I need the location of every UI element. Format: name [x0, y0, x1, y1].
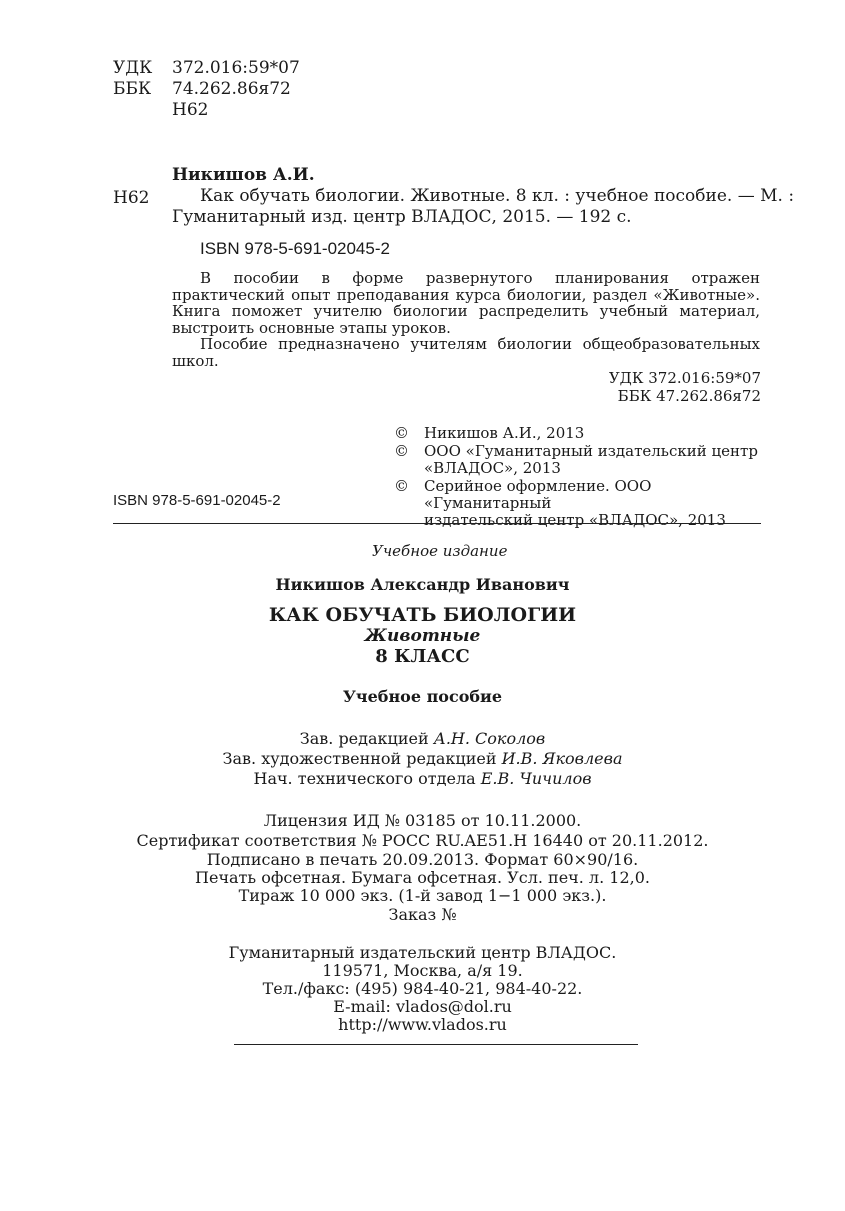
imprint-license: Лицензия ИД № 03185 от 10.11.2000.	[263, 811, 582, 830]
book-subtitle: Животные	[364, 626, 481, 646]
author-mark: Н62	[172, 100, 209, 120]
divider-bottom	[234, 1044, 638, 1045]
imprint-run: Тираж 10 000 экз. (1-й завод 1−1 000 экз.).	[238, 886, 607, 905]
imprint-signed: Подписано в печать 20.09.2013. Формат 60×90/16.	[206, 850, 639, 869]
copyright-author: © Никишов А.И., 2013	[394, 424, 585, 442]
publisher-website: http://www.vlados.ru	[338, 1015, 507, 1034]
copyright-icon: ©	[394, 477, 409, 495]
copyright-design: © Серийное оформление. ООО «Гуманитарный издательский центр «ВЛАДОС», 2013	[394, 477, 726, 529]
bib-mark: Н62	[113, 188, 150, 208]
copyright-block	[394, 425, 764, 529]
book-grade: 8 КЛАСС	[375, 646, 470, 667]
bib-desc-line1: Как обучать биологии. Животные. 8 кл. : учебное пособие. — М. :	[200, 186, 795, 206]
bib-isbn: ISBN 978-5-691-02045-2	[200, 239, 390, 258]
copyright-publisher: © ООО «Гуманитарный издательский центр «ВЛАДОС», 2013	[394, 442, 758, 477]
right-bbk: ББК 47.262.86я72	[617, 387, 761, 405]
right-udk: УДК 372.016:59*07	[608, 369, 761, 387]
publisher-email: E-mail: vlados@dol.ru	[333, 997, 512, 1016]
bbk-label: ББК	[113, 79, 152, 99]
isbn-left: ISBN 978-5-691-02045-2	[113, 492, 281, 509]
book-genre: Учебное пособие	[342, 687, 503, 706]
bib-desc-line2: Гуманитарный изд. центр ВЛАДОС, 2015. — 192 с.	[172, 207, 632, 227]
staff-editor: Зав. редакцией А.Н. Соколов	[299, 729, 546, 748]
udk-label: УДК	[113, 58, 153, 78]
edition-type: Учебное издание	[372, 542, 508, 560]
publisher-address: 119571, Москва, а/я 19.	[322, 961, 523, 980]
copyright-icon: ©	[394, 442, 409, 460]
imprint-certificate: Сертификат соответствия № РОСС RU.AE51.H 16440 от 20.11.2012.	[136, 831, 709, 850]
annotation-paragraph-1: В пособии в форме развернутого планирования отражен практический опыт преподавания курса биологии, раздел «Животные». Книга поможет учителю биологии распределить учебный материал, выстроить основные этапы уроков.	[172, 269, 760, 337]
copyright-icon: ©	[394, 424, 409, 442]
book-title: КАК ОБУЧАТЬ БИОЛОГИИ	[268, 604, 577, 626]
annotation	[172, 270, 760, 370]
staff-art-editor: Зав. художественной редакцией И.В. Яковлева	[222, 749, 623, 768]
imprint-print: Печать офсетная. Бумага офсетная. Усл. печ. л. 12,0.	[195, 868, 650, 887]
author-full: Никишов Александр Иванович	[275, 575, 570, 594]
bbk-value: 74.262.86я72	[172, 79, 291, 99]
udk-value: 372.016:59*07	[172, 58, 300, 78]
publisher-name: Гуманитарный издательский центр ВЛАДОС.	[228, 943, 617, 962]
author-heading: Никишов А.И.	[172, 165, 315, 185]
annotation-paragraph-2: Пособие предназначено учителям биологии общеобразовательных школ.	[172, 335, 760, 370]
staff-tech-head: Нач. технического отдела Е.В. Чичилов	[253, 769, 592, 788]
imprint-order: Заказ №	[388, 905, 457, 924]
divider-top	[113, 523, 761, 524]
publisher-phone: Тел./факс: (495) 984-40-21, 984-40-22.	[262, 979, 583, 998]
